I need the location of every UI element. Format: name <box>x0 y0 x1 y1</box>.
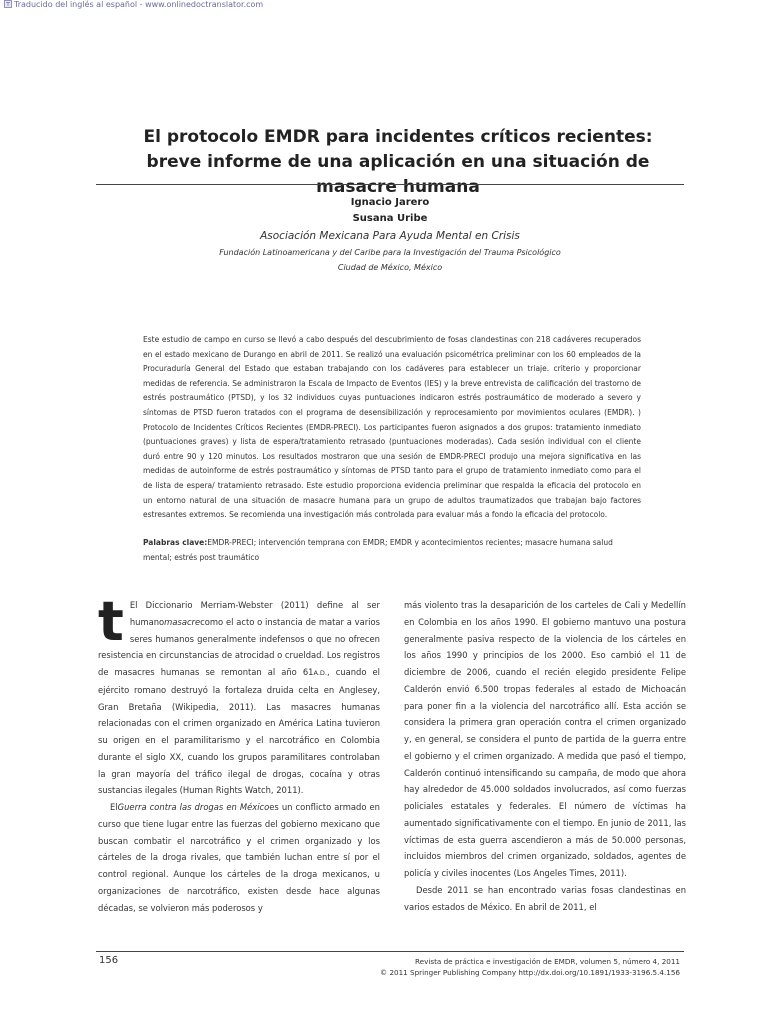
body-text: El <box>110 802 118 812</box>
footer-divider <box>96 951 684 952</box>
translate-icon <box>4 0 12 8</box>
drop-cap: t <box>98 590 124 653</box>
author-block <box>96 195 684 275</box>
body-text: es un conflicto armado en curso que tiene lugar entre las fuerzas del gobierno mexicano que buscan combatir el narcotráfico y el crimen organizado y los cárteles de la droga rivales, que también luchan entre sí por el control regional. Aunque los cárteles de la droga mexicanos, u organizaciones de narcotráfico, existen desde hace algunas décadas, se volvieron más poderosos y <box>98 802 380 913</box>
journal-citation: Revista de práctica e investigación de EMDR, volumen 5, número 4, 2011 <box>414 957 680 966</box>
abstract: Este estudio de campo en curso se llevó a cabo después del descubrimiento de fosas clandestinas con 218 cadáveres recuperados en el estado mexicano de Durango en abril de 2011. Se realizó una evaluación psicométrica preliminar con los 60 empleados de la Procuraduría General del Estado que estaban trabajando con los cadáveres para establecer un triaje. criterio y proporcionar medidas de referencia. Se administraron la Escala de Impacto de Eventos (IES) y la breve entrevista de calificación del trastorno de estrés postraumático (PTSD), y los 32 individuos cuyas puntuaciones indicaron estrés postraumático de moderado a severo y síntomas de PTSD fueron tratados con el programa de desensibilización y reprocesamiento por movimientos oculares (EMDR). ) Protocolo de Incidentes Críticos Recientes (EMDR-PRECI). Los participantes fueron asignados a dos grupos: tratamiento inmediato (puntuaciones graves) y lista de espera/tratamiento retrasado (puntuaciones moderadas). Cada sesión individual con el cliente duró entre 90 y 120 minutos. Los resultados mostraron que una sesión de EMDR-PRECI produjo una mejora significativa en las medidas de autoinforme de estrés postraumático y síntomas de PTSD tanto para el grupo de tratamiento inmediato como para el de lista de espera/ tratamiento retrasado. Este estudio proporciona evidencia preliminar que respalda la eficacia del protocolo en un entorno natural de una situación de masacre humana para un grupo de adultos traumatizados que trabajan bajo factores estresantes extremos. Se recomienda una investigación más controlada para evaluar más a fondo la eficacia del protocolo. <box>143 335 641 520</box>
body-paragraph <box>98 799 380 916</box>
translation-banner-text: Traducido del inglés al español - www.onlinedoctranslator.com <box>14 0 264 9</box>
body-text: , cuando el ejército romano destruyó la fortaleza druida celta en Anglesey, Gran Bretaña (Wikipedia, 2011). Las masacres humanas relacionadas con el crimen organizado en América Latina tuvieron su origen en el paramilitarismo y el narcotráfico en Colombia durante el siglo XX, cuando los grupos paramilitares controlaban la gran mayoría del tráfico ilegal de drogas, cocaína y otras sustancias ilegales (Human Rights Watch, 2011). <box>98 667 381 796</box>
body-emphasis: masacre <box>164 616 201 627</box>
body-paragraph: Desde 2011 se han encontrado varias fosas clandestinas en varios estados de México. En abril de 2011, el <box>404 884 686 912</box>
author-location: Ciudad de México, México <box>337 263 443 272</box>
author-affiliation: Fundación Latinoamericana y del Caribe para la Investigación del Trauma Psicológico <box>219 248 561 257</box>
keywords <box>143 535 641 565</box>
keywords-label: Palabras clave: <box>143 538 208 547</box>
translation-banner[interactable] <box>4 0 263 10</box>
author-name: Susana Uribe <box>352 213 428 224</box>
copyright-doi: © 2011 Springer Publishing Company http://dx.doi.org/10.1891/1933-3196.5.4.156 <box>379 968 680 977</box>
keywords-text: EMDR-PRECI; intervención temprana con EMDR; EMDR y acontecimientos recientes; masacre humana salud mental; estrés post traumático <box>143 538 613 562</box>
body-text: como el acto o instancia de matar a varios seres humanos generalmente indefensos o que no ofrecen resistencia en circunstancias de atrocidad o crueldad. Los registros de masacres humanas se remontan al año 61 <box>98 616 380 677</box>
page-number: 156 <box>99 955 119 966</box>
body-text: El Diccionario Merriam-Webster (2011) define al ser humano <box>129 600 380 627</box>
author-name: Ignacio Jarero <box>350 197 430 208</box>
title-divider <box>96 184 684 185</box>
footer-citation <box>380 956 680 978</box>
body-paragraph <box>98 590 381 799</box>
author-association: Asociación Mexicana Para Ayuda Mental en Crisis <box>260 230 520 242</box>
body-smallcaps: A.D. <box>313 669 327 677</box>
body-column-right <box>404 597 686 915</box>
body-paragraph: más violento tras la desaparición de los carteles de Cali y Medellín en Colombia en los años 1990. El gobierno mantuvo una postura generalmente pasiva respecto de la violencia de los cárteles en los años 1990 y principios de los 2000. Eso cambió el 11 de diciembre de 2006, cuando el recién elegido presidente Felipe Calderón envió 6.500 tropas federales al estado de Michoacán para poner fin a la violencia del narcotráfico allí. Esta acción se considera la primera gran operación contra el crimen organizado y, en general, se considera el punto de partida de la guerra entre el gobierno y el crimen organizado. A medida que pasó el tiempo, Calderón continuó intensificando su campaña, de modo que ahora hay alrededor de 45.000 soldados involucrados, así como fuerzas policiales estatales y federales. El número de víctimas ha aumentado significativamente con el tiempo. En junio de 2011, las víctimas de esta guerra ascendieron a más de 50.000 personas, incluidos miembros del crimen organizado, soldados, agentes de policía y civiles inocentes (Los Angeles Times, 2011). <box>404 600 686 878</box>
article-title: El protocolo EMDR para incidentes críticos recientes: breve informe de una aplicación en una situación de masacre humana <box>143 127 653 197</box>
body-column-left <box>98 590 381 916</box>
body-emphasis: Guerra contra las drogas en México <box>117 802 270 812</box>
